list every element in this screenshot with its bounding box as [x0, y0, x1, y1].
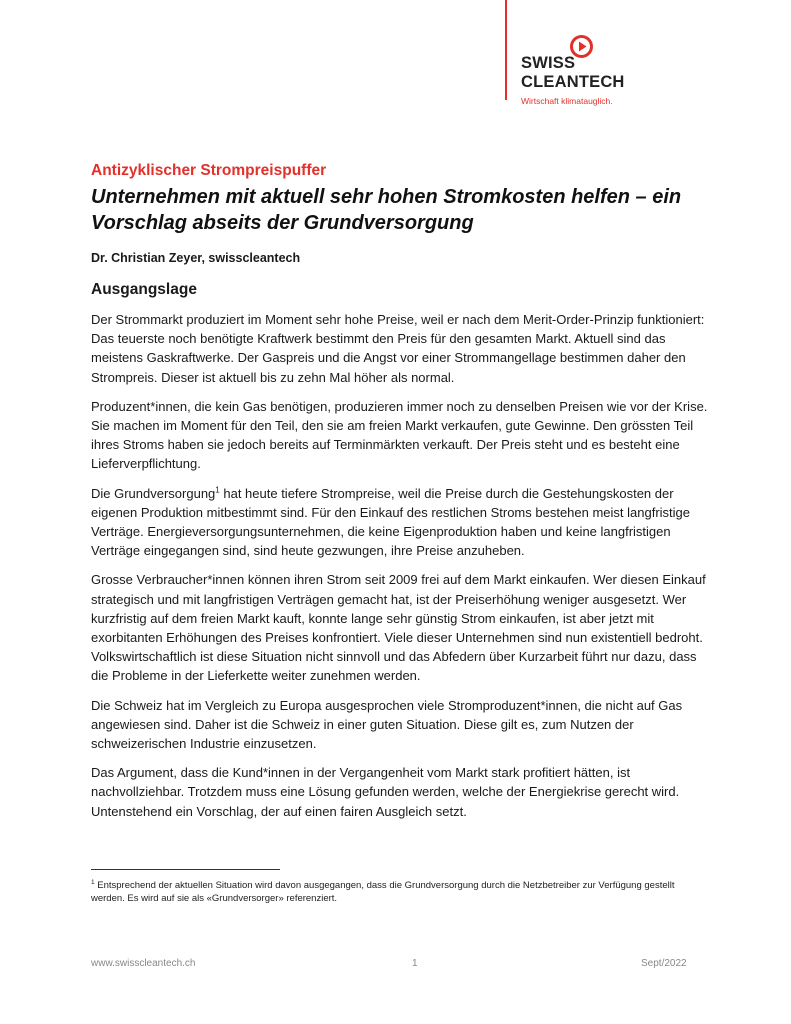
- document-content: [91, 161, 711, 821]
- paragraph-5: Die Schweiz hat im Vergleich zu Europa ausgesprochen viele Stromproduzent*innen, die nicht auf Gas angewiesen sind. Daher ist die Schweiz in einer guten Situation. Diese gilt es, zum Nutzen der schweizerischen Industrie einzusetzen.: [91, 697, 683, 752]
- swisscleantech-logo: [521, 34, 641, 114]
- footnote-marker: 1: [91, 878, 95, 886]
- footer-page-number: 1: [412, 958, 418, 969]
- footer-date: Sept/2022: [641, 958, 687, 969]
- logo-tagline: Wirtschaft klimatauglich.: [521, 96, 613, 106]
- footnote-reference[interactable]: 1: [215, 485, 220, 495]
- logo-text-swiss: SWISS: [521, 54, 576, 72]
- play-circle-icon: [569, 34, 594, 59]
- footer-website-link[interactable]: www.swisscleantech.ch: [91, 958, 196, 969]
- document-author: Dr. Christian Zeyer, swisscleantech: [91, 251, 301, 265]
- paragraph-3-rest: hat heute tiefere Strompreise, weil die Preise durch die Gestehungskosten der eigenen Produktion mitbestimmt sind. Für den Einkauf des restlichen Stroms bestehen meist langfristige Verträge. Energieversorgungsunternehmen, die keine Eigenproduktion haben und keine langfristigen Verträge eingegangen sind, sind heute gezwungen, ihre Preise anzuheben.: [91, 485, 691, 559]
- footnote-divider: [91, 869, 280, 870]
- document-kicker: Antizyklischer Strompreispuffer: [91, 162, 327, 179]
- paragraph-4: Grosse Verbraucher*innen können ihren Strom seit 2009 frei auf dem Markt einkaufen. Wer diesen Einkauf strategisch und mit langfristigen Verträgen gemacht hat, ist der Preiserhöhung weniger ausgesetzt. Wer kurzfristig auf dem freien Markt kauft, konnte lange sehr günstig Strom einkaufen, ist aber jetzt mit exorbitanten Erhöhungen des Preises konfrontiert. Viele dieser Unternehmen sind nun existentiell bedroht. Volkswirtschaftlich ist diese Situation nicht sinnvoll und das Abfedern über Kurzarbeit führt nur dazu, dass die Probleme in der Lieferkette weiter zunehmen werden.: [91, 572, 706, 684]
- logo-text-cleantech: CLEANTECH: [521, 73, 625, 91]
- header-accent-line: [505, 0, 507, 100]
- paragraph-1: Der Strommarkt produziert im Moment sehr hohe Preise, weil er nach dem Merit-Order-Prinzip funktioniert: Das teuerste noch benötigte Kraftwerk bestimmt den Preis für den gesamten Markt. Aktuell sind das meistens Gaskraftwerke. Der Gaspreis und die Angst vor einer Strommangellage bestimmen daher den Strompreis. Dieser ist aktuell bis zu zehn Mal höher als normal.: [91, 312, 705, 385]
- footnote: [91, 879, 691, 905]
- document-title: Unternehmen mit aktuell sehr hohen Stromkosten helfen – ein Vorschlag abseits der Grundversorgung: [91, 186, 682, 234]
- section-heading: Ausgangslage: [91, 281, 197, 298]
- paragraph-3: [91, 484, 711, 561]
- paragraph-6: Das Argument, dass die Kund*innen in der Vergangenheit vom Markt stark profitiert hätten, ist nachvollziehbar. Trotzdem muss eine Lösung gefunden werden, welche der Energiekrise gerecht wird. Untenstehend ein Vorschlag, der auf einen fairen Ausgleich setzt.: [91, 765, 680, 819]
- paragraph-2: Produzent*innen, die kein Gas benötigen, produzieren immer noch zu denselben Preisen wie vor der Krise. Sie machen im Moment für den Teil, den sie am freien Markt verkaufen, gute Gewinne. Den grössten Teil ihres Stroms haben sie jedoch bereits auf Terminmärkten verkauft. Der Preis steht und es besteht eine Lieferverpflichtung.: [91, 398, 708, 472]
- paragraph-3-start: Die Grundversorgung: [91, 485, 216, 501]
- footnote-text: Entsprechend der aktuellen Situation wird davon ausgegangen, dass die Grundversorgung durch die Netzbetreiber zur Verfügung gestellt werden. Es wird auf sie als «Grundversorger» referenziert.: [91, 880, 675, 904]
